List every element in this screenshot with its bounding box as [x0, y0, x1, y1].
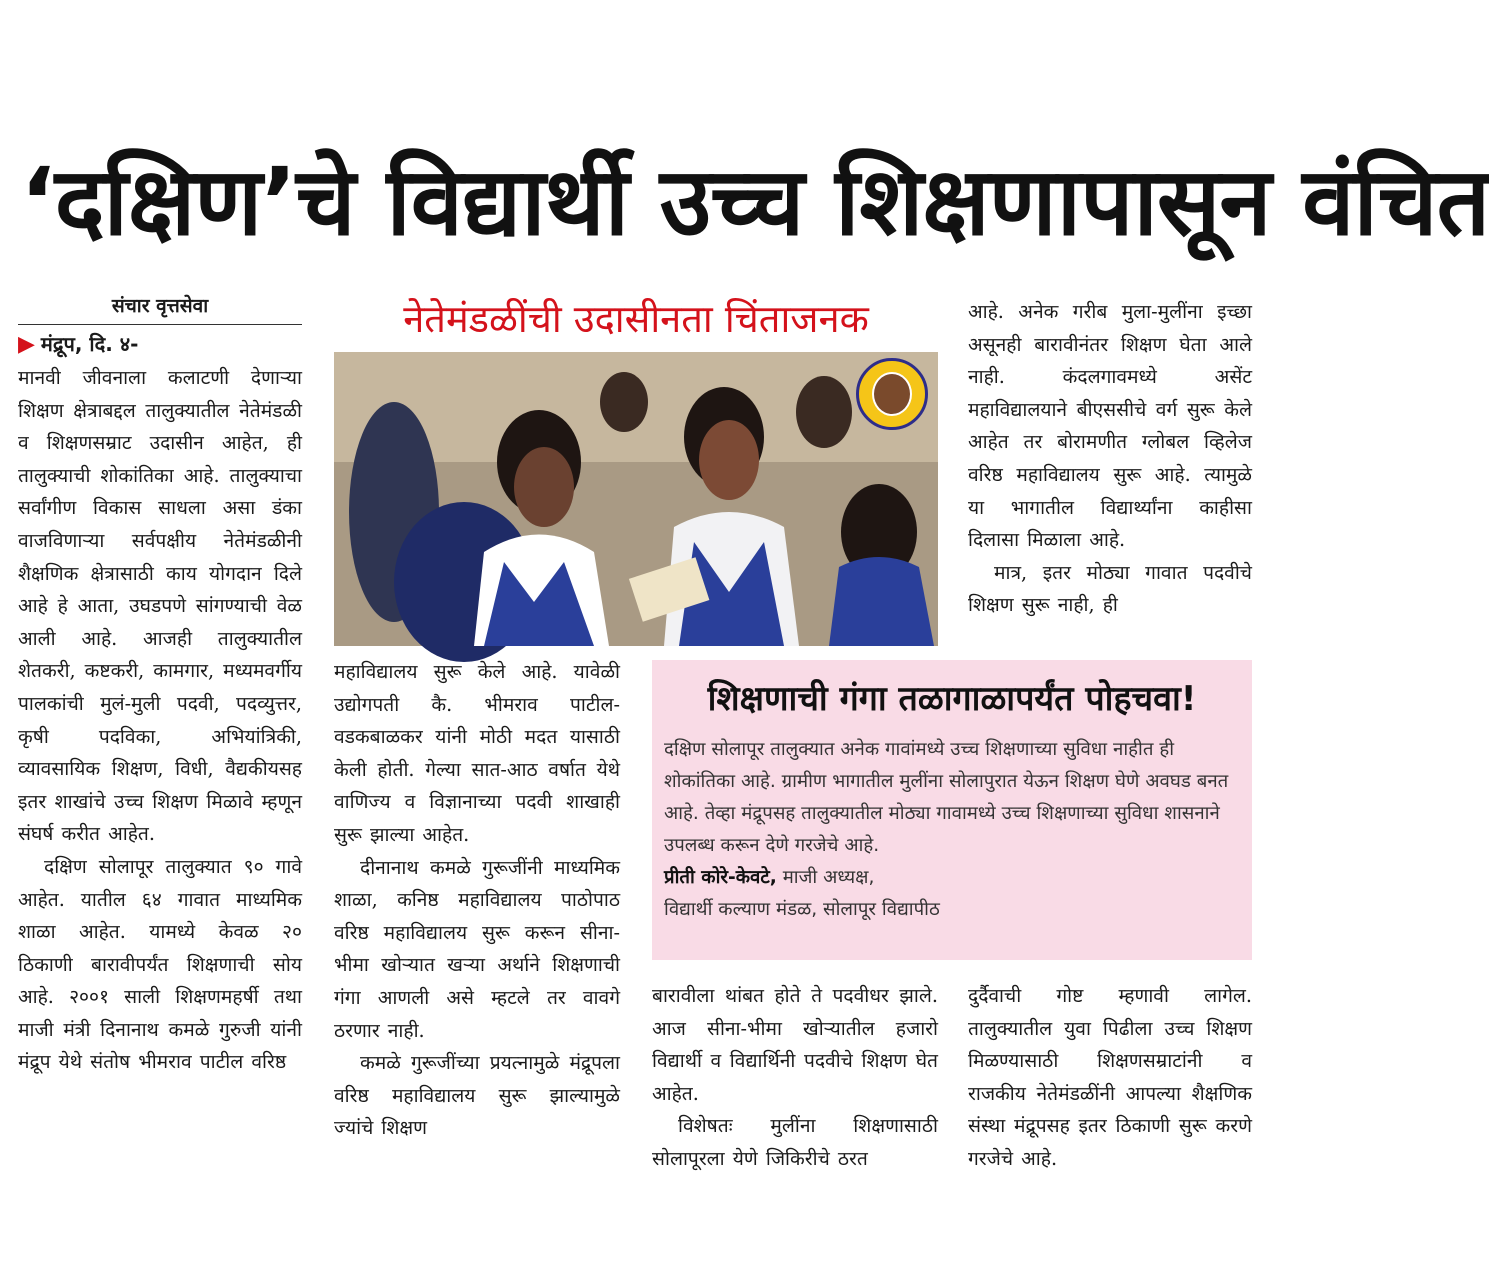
seal-portrait — [872, 372, 912, 416]
paragraph: मात्र, इतर मोठ्या गावात पदवीचे शिक्षण सुरू नाही, ही — [968, 560, 1252, 617]
paragraph: आहे. अनेक गरीब मुला-मुलींना इच्छा असूनही बारावीनंतर शिक्षण घेता आले नाही. कंदलगावमध्ये असेंट महाविद्यालयाने बीएससीचे वर्ग सुरू केले आहेत तर बोरामणीत ग्लोबल व्हिलेज वरिष्ठ महाविद्यालय सुरू आहे. त्यामुळे या भागातील विद्यार्थ्यांना काहीसा दिलासा मिळाला आहे. — [968, 300, 1252, 552]
triangle-bullet-icon: ▶ — [18, 332, 35, 357]
paragraph: बारावीला थांबत होते ते पदवीधर झाले. आज सीना-भीमा खोऱ्यातील हजारो विद्यार्थी व विद्यार्थिनी पदवीचे शिक्षण घेत आहेत. — [652, 984, 938, 1105]
photographer-seal-logo — [856, 358, 928, 430]
callout-title: शिक्षणाची गंगा तळागाळापर्यंत पोहचवा! — [707, 679, 1197, 719]
subheadline: नेतेमंडळींची उदासीनता चिंताजनक — [403, 297, 869, 341]
headline: ‘दक्षिण’चे विद्यार्थी उच्च शिक्षणापासून वंचित — [20, 148, 1489, 257]
paragraph: दुर्दैवाची गोष्ट म्हणावी लागेल. तालुक्यातील युवा पिढीला उच्च शिक्षण मिळण्यासाठी शिक्षणसम्राटांनी व राजकीय नेतेमंडळींनी आपल्या शैक्षणिक संस्था मंद्रूपसह इतर ठिकाणी सुरू करणे गरजेचे आहे. — [968, 984, 1252, 1170]
callout-body: दक्षिण सोलापूर तालुक्यात अनेक गावांमध्ये उच्च शिक्षणाच्या सुविधा नाहीत ही शोकांतिका आहे. ग्रामीण भागातील मुलींना सोलापुरात येऊन शिक्षण घेणे अवघड बनत आहे. तेव्हा मंद्रूपसह तालुक्यातील मोठ्या गावामध्ये उच्च शिक्षणाच्या सुविधा शासनाने उपलब्ध करून देणे गरजेचे आहे. — [664, 739, 1229, 856]
callout-attribution — [664, 862, 1240, 894]
signatory-name: प्रीती कोरे-केवटे, — [664, 867, 777, 888]
article-column-2 — [334, 656, 620, 1222]
dateline — [18, 330, 302, 357]
signatory-organization: विद्यार्थी कल्याण मंडळ, सोलापूर विद्यापीठ — [664, 899, 940, 920]
byline: संचार वृत्तसेवा — [18, 292, 302, 325]
signatory-role: माजी अध्यक्ष, — [782, 867, 875, 888]
paragraph: महाविद्यालय सुरू केले आहे. यावेळी उद्योगपती कै. भीमराव पाटील-वडकबाळकर यांनी मोठी मदत यासाठी केली होती. गेल्या सात-आठ वर्षात येथे वाणिज्य व विज्ञानाच्या पदवी शाखाही सुरू झाल्या आहेत. — [334, 660, 620, 846]
students-photo — [334, 352, 938, 646]
paragraph: दीनानाथ कमळे गुरूजींनी माध्यमिक शाळा, कनिष्ठ महाविद्यालय पाठोपाठ वरिष्ठ महाविद्यालय सुरू करून सीना-भीमा खोऱ्यात खऱ्या अर्थाने शिक्षणाची गंगा आणली असे म्हटले तर वावगे ठरणार नाही. — [334, 855, 620, 1042]
article-column-1 — [18, 362, 302, 1222]
photo-illustration — [334, 352, 938, 646]
paragraph: दक्षिण सोलापूर तालुक्यात ९० गावे आहेत. यातील ६४ गावात माध्यमिक शाळा आहेत. यामध्ये केवळ २० ठिकाणी बारावीपर्यंत शिक्षणाची सोय आहे. २००१ साली शिक्षणमहर्षी तथा माजी मंत्री दिनानाथ कमळे गुरुजी यांनी मंद्रूप येथे संतोष भीमराव पाटील वरिष्ठ — [18, 854, 302, 1074]
quote-callout-box — [652, 660, 1252, 960]
paragraph: कमळे गुरूजींच्या प्रयत्नामुळे मंद्रूपला वरिष्ठ महाविद्यालय सुरू झाल्यामुळे ज्यांचे शिक्षण — [334, 1051, 620, 1140]
paragraph: विशेषतः मुलींना शिक्षणासाठी सोलापूरला येणे जिकिरीचे ठरत — [652, 1114, 938, 1170]
article-column-3-bottom-left — [652, 980, 938, 1222]
article-column-3-top — [968, 296, 1252, 654]
paragraph: मानवी जीवनाला कलाटणी देणाऱ्या शिक्षण क्षेत्राबद्दल तालुक्यातील नेतेमंडळी व शिक्षणसम्राट उदासीन आहेत, ही तालुक्याची शोकांतिका आहे. तालुक्याचा सर्वांगीण विकास साधला असा डंका वाजविणाऱ्या सर्वपक्षीय नेतेमंडळीनी शैक्षणिक क्षेत्रासाठी काय योगदान दिले आहे हे आता, उघडपणे सांगण्याची वेळ आली आहे. आजही तालुक्यातील शेतकरी, कष्टकरी, कामगार, मध्यमवर्गीय पालकांची मुलं-मुली पदवी, पदव्युत्तर, कृषी पदविका, अभियांत्रिकी, व्यावसायिक शिक्षण, विधी, वैद्यकीयसह इतर शाखांचे उच्च शिक्षण मिळावे म्हणून संघर्ष करीत आहेत. — [18, 366, 302, 846]
dateline-text: मंद्रूप, दि. ४- — [40, 332, 139, 356]
article-column-3-bottom-right — [968, 980, 1252, 1222]
